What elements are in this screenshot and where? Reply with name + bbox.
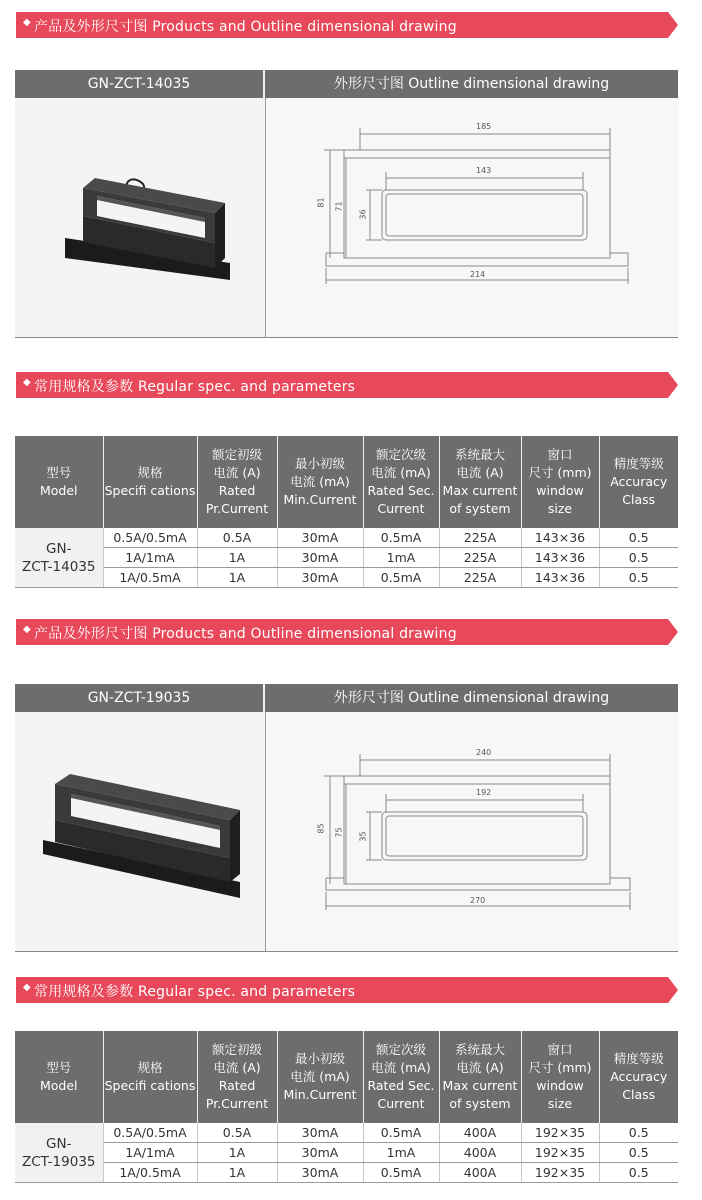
th-rated-primary: 额定初级 电流 (A) Rated Pr.Current [197, 1031, 277, 1123]
table-header-row [15, 1031, 678, 1123]
table-row [15, 1143, 678, 1163]
cell: 1A/1mA [103, 548, 197, 568]
diamond-bullet-icon: ◆ [23, 377, 31, 388]
th-rated-secondary: 额定次级 电流 (mA) Rated Sec. Current [363, 436, 439, 528]
cell: 1A/1mA [103, 1143, 197, 1163]
cell: 0.5mA [363, 568, 439, 588]
spec-table [15, 1031, 678, 1183]
dim-outer-top: 185 [476, 122, 492, 131]
cell: 30mA [277, 1123, 363, 1143]
cell: 30mA [277, 548, 363, 568]
model-name-header: GN-ZCT-19035 [15, 684, 263, 712]
table-row [15, 1123, 678, 1143]
table-row [15, 568, 678, 588]
th-rated-secondary: 额定次级 电流 (mA) Rated Sec. Current [363, 1031, 439, 1123]
cell: 0.5 [599, 568, 678, 588]
dim-window-h: 36 [358, 209, 368, 220]
cell: 143×36 [521, 528, 599, 548]
th-max-current: 系统最大 电流 (A) Max current of system [439, 436, 521, 528]
cell: 192×35 [521, 1163, 599, 1183]
dim-inner: 192 [476, 788, 492, 797]
outline-drawing [265, 98, 679, 338]
cell: 143×36 [521, 568, 599, 588]
model-cell: GN- ZCT-19035 [15, 1123, 103, 1183]
model-cell: GN- ZCT-14035 [15, 528, 103, 588]
cell: 143×36 [521, 548, 599, 568]
table-row [15, 1163, 678, 1183]
section-banner-spec [16, 977, 678, 1003]
banner-title: 常用规格及参数 Regular spec. and parameters [34, 379, 356, 395]
cell: 225A [439, 528, 521, 548]
banner-title: 产品及外形尺寸图 Products and Outline dimensional drawing [34, 626, 457, 642]
th-min-primary: 最小初级 电流 (mA) Min.Current [277, 436, 363, 528]
cell: 0.5 [599, 548, 678, 568]
th-accuracy: 精度等级 Accuracy Class [599, 1031, 678, 1123]
cell: 0.5mA [363, 1123, 439, 1143]
cell: 30mA [277, 1163, 363, 1183]
diamond-bullet-icon: ◆ [23, 982, 31, 993]
cell: 0.5 [599, 528, 678, 548]
cell: 1A [197, 1163, 277, 1183]
th-spec: 规格 Specifi cations [103, 1031, 197, 1123]
spec-table [15, 436, 678, 588]
drawing-title-header: 外形尺寸图 Outline dimensional drawing [265, 70, 678, 98]
cell: 30mA [277, 568, 363, 588]
cell: 225A [439, 568, 521, 588]
table-header-row [15, 436, 678, 528]
table-row [15, 548, 678, 568]
th-model: 型号 Model [15, 436, 103, 528]
model-name-header: GN-ZCT-14035 [15, 70, 263, 98]
dim-height-mid: 75 [334, 827, 344, 838]
cell: 1mA [363, 1143, 439, 1163]
cell: 0.5A/0.5mA [103, 528, 197, 548]
cell: 1A [197, 548, 277, 568]
cell: 400A [439, 1123, 521, 1143]
cell: 1A [197, 568, 277, 588]
cell: 1A/0.5mA [103, 568, 197, 588]
dim-base: 214 [470, 270, 486, 279]
dim-window-h: 35 [358, 831, 368, 842]
diamond-bullet-icon: ◆ [23, 624, 31, 635]
th-spec: 规格 Specifi cations [103, 436, 197, 528]
th-min-primary: 最小初级 电流 (mA) Min.Current [277, 1031, 363, 1123]
cell: 0.5A [197, 528, 277, 548]
cell: 192×35 [521, 1143, 599, 1163]
section-banner-products [16, 619, 678, 645]
cell: 0.5 [599, 1123, 678, 1143]
th-window-size: 窗口 尺寸 (mm) window size [521, 1031, 599, 1123]
banner-title: 产品及外形尺寸图 Products and Outline dimensional drawing [34, 19, 457, 35]
cell: 400A [439, 1163, 521, 1183]
table-row [15, 528, 678, 548]
th-model: 型号 Model [15, 1031, 103, 1123]
cell: 400A [439, 1143, 521, 1163]
th-rated-primary: 额定初级 电流 (A) Rated Pr.Current [197, 436, 277, 528]
cell: 1mA [363, 548, 439, 568]
cell: 0.5 [599, 1163, 678, 1183]
cell: 0.5mA [363, 1163, 439, 1183]
cell: 1A [197, 1143, 277, 1163]
cell: 30mA [277, 528, 363, 548]
cell: 30mA [277, 1143, 363, 1163]
product-photo [15, 712, 263, 952]
cell: 0.5A/0.5mA [103, 1123, 197, 1143]
product-panel [15, 70, 678, 338]
diamond-bullet-icon: ◆ [23, 17, 31, 28]
th-max-current: 系统最大 电流 (A) Max current of system [439, 1031, 521, 1123]
section-banner-products [16, 12, 678, 38]
dim-inner: 143 [476, 166, 492, 175]
dim-height-outer: 85 [316, 823, 326, 834]
cell: 192×35 [521, 1123, 599, 1143]
product-panel [15, 684, 678, 952]
drawing-title-header: 外形尺寸图 Outline dimensional drawing [265, 684, 678, 712]
dim-height-mid: 71 [334, 201, 344, 212]
banner-title: 常用规格及参数 Regular spec. and parameters [34, 984, 356, 1000]
cell: 1A/0.5mA [103, 1163, 197, 1183]
product-photo [15, 98, 263, 338]
th-accuracy: 精度等级 Accuracy Class [599, 436, 678, 528]
section-banner-spec [16, 372, 678, 398]
th-window-size: 窗口 尺寸 (mm) window size [521, 436, 599, 528]
cell: 0.5mA [363, 528, 439, 548]
dim-height-outer: 81 [316, 197, 326, 208]
dim-outer-top: 240 [476, 748, 492, 757]
cell: 0.5 [599, 1143, 678, 1163]
outline-drawing [265, 712, 679, 952]
dim-base: 270 [470, 896, 486, 905]
cell: 0.5A [197, 1123, 277, 1143]
cell: 225A [439, 548, 521, 568]
